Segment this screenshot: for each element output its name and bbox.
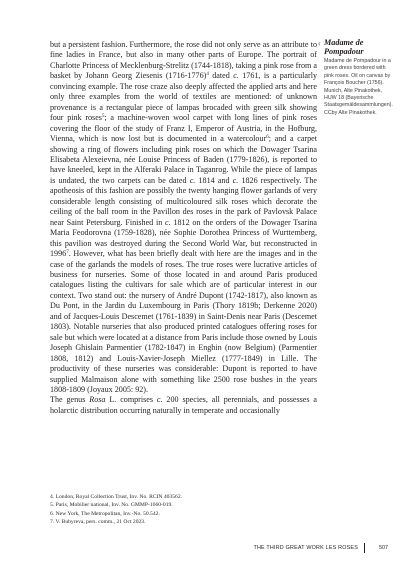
text-run: The genus (50, 395, 90, 405)
text-run: . However, what has been briefly dealt with here are the images and in the case of the garlands the models of roses. The true roses were lucrative articles of business for nurseries. Some of those located in and around Paris produced catalogues listing the cultivars for sale which are of particular interest in our context. Two stand out: the nursery of André Dupont (1742-1817), also known as Du Pont, in the Jardin du Luxembourg in Paris (Thory 1819b; Derkenne 2020) and of Jacques-Louis Descemet (1761-1839) in Saint-Denis near Paris (Descemet 1803). Notable nurseries that also produced printed catalogues offering roses for sale but which were located at a distance from Paris include those owned by Louis Joseph Ghislain Parmentier (1782-1847) in Enghin (now Belgium) (Parmentier 1808, 1812) and Louis-Xavier-Joseph Miellez (1777-1849) in Lille. The productivity of these nurseries was considerable: Dupont is reported to have supplied Malmaison alone with something like 2500 rose bushes in the years 1808-1809 (Joyaux 2005: 92). (50, 249, 318, 394)
text-run: 1812 on the orders of the Dowager Tsarina Maria Feodorovna (1759-1828), née Sophie Dorothea Princess of Wurttemberg, this pavilion was destroyed during the Second World War, but reconstructed in 1996 (50, 217, 318, 259)
circa-abbrev: c. (165, 217, 171, 227)
footer-divider (364, 543, 365, 553)
text-run: ; a machine-woven wool carpet with long lines of pink roses covering the floor of the study of Franz I, Emperor of Austria, in the Hofburg, Vienna, which is now lost but is documented in a watercolour (50, 113, 317, 144)
page-number: 507 (379, 545, 388, 551)
circa-abbrev: c. (189, 175, 196, 185)
caption-marker-icon: ‹ (318, 39, 321, 48)
footnote: 5. Paris, Mobilier national, Inv. No. GMMP-1660-019. (50, 502, 173, 509)
caption-title: Madame de Pompadour (324, 38, 364, 56)
footnote-ref[interactable]: 6 (266, 135, 269, 141)
footnote-ref[interactable]: 4 (206, 72, 209, 78)
circa-abbrev: c. (233, 71, 239, 81)
paragraph (50, 395, 317, 416)
circa-abbrev: c. (232, 175, 239, 185)
footnote-ref[interactable]: 5 (101, 114, 105, 120)
genus-name: Rosa (89, 395, 106, 405)
running-title: THE THIRD GREAT WORK LES ROSES (253, 545, 358, 551)
footnote: 4. London, Royal Collection Trust, Inv. No. RCIN 403562. (50, 494, 183, 500)
text-run: 1814 and (195, 175, 233, 185)
text-run: but a persistent fashion. Furthermore, the rose did not only serve as an attribute to fine ladies in France, but also in many other parts of Europe. The portrait of Charlotte Princess of Mecklenburg-Strelitz (1744-1818), taking a pink rose from a basket by Johann Georg Ziesenis (1716-1776) (50, 40, 317, 81)
page-footer (50, 543, 388, 555)
paragraph (50, 40, 317, 395)
circa-abbrev: c. (156, 395, 163, 405)
text-run: L. comprises (105, 395, 157, 405)
body-text (50, 40, 317, 416)
text-run: 1826 respectively. The apotheosis of this fashion are possibly the twenty hanging flower garlands of very considerable length consisting of multicoloured silk roses which decorate the ceiling of the ball room in the Pavillon des roses in the park of Pavlovsk Palace near Saint Petersburg. Finished in (50, 175, 318, 227)
footnote-ref[interactable]: 7 (66, 250, 69, 256)
footnotes (50, 493, 317, 526)
text-run: dated (208, 71, 234, 81)
text-run: 200 species, all perennials, and possesses a holarctic distribution occurring naturally in temperate and occasionally (50, 395, 317, 415)
footnote: 6. New York, The Metropolitan, Inv.-No. 50.542. (50, 510, 160, 517)
footnote: 7. V. Bubyreva, pers. comm., 21 Oct 2023. (50, 518, 146, 525)
text-run: 1761, is a particularly convincing example. The rose craze also deeply affected the applied arts and here only three examples from the world of textiles are mentioned: of unknown provenance is a rectangular piece of lampas brocaded with green silk showing four pink roses (50, 71, 317, 123)
figure-caption (318, 38, 396, 117)
caption-text: Madame de Pompadour in a green dress bordered with pink roses. Oil on canvas by François Boucher (1756). Munich, Alte Pinakothek, HUW 18 (Bayerische Staatsgemäldesammlungen). CCby Alte Pinakothek. (324, 58, 393, 116)
text-run: ; and a carpet showing a ring of flowers including pink roses on which the Dowager Tsarina Elisabeta Alexeievna, née Louise Princess of Baden (1779-1826), is reported to have kneeled, kept in the Alferaki Palace in Taganrog. While the piece of lampas is undated, the two carpets can be dated (50, 134, 317, 185)
